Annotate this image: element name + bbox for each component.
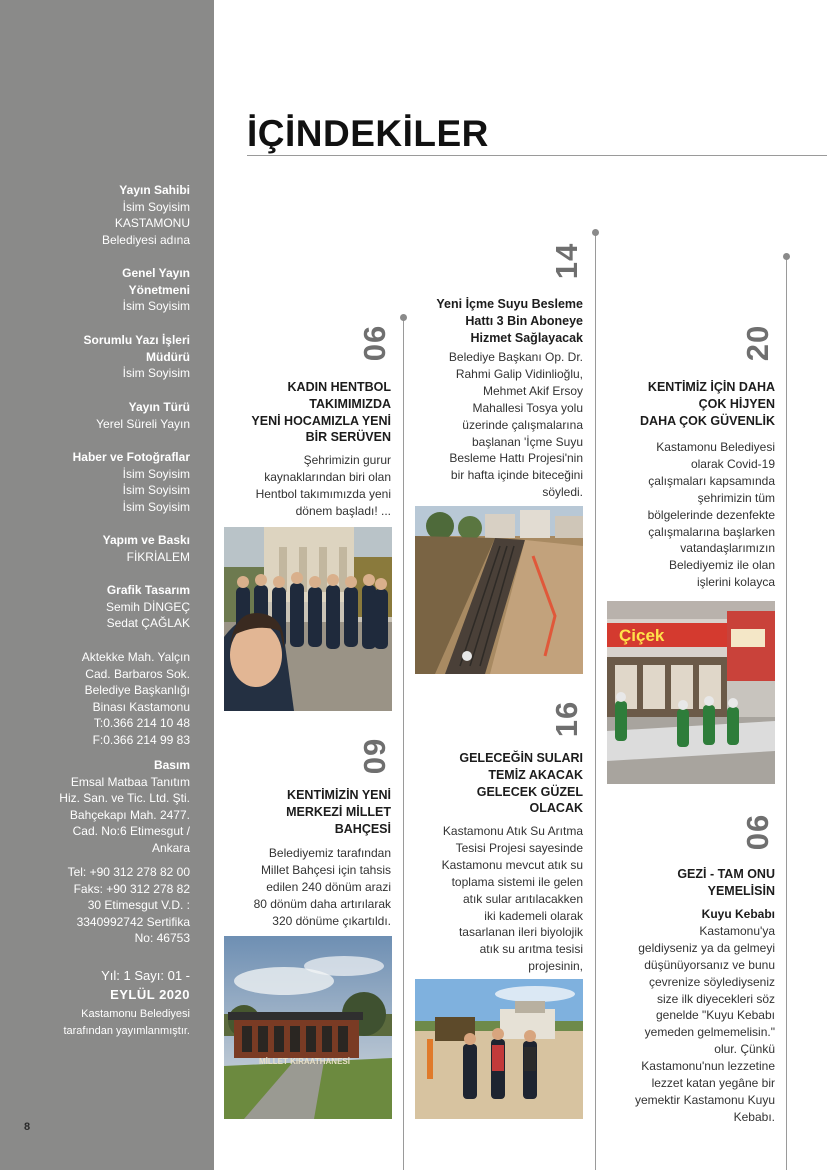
excerpt-line: Rahmi Galip Vidinlioğlu,: [455, 366, 583, 381]
headline-line: MERKEZİ MİLLET: [286, 804, 391, 819]
excerpt-line: edilen 240 dönüm arazi: [266, 879, 391, 894]
publisher-line: Kastamonu Belediyesi: [81, 1008, 190, 1020]
contact-line: 30 Etimesgut V.D. :: [87, 898, 190, 913]
address-line: Aktekke Mah. Yalçın: [81, 650, 190, 664]
excerpt-line: genelde "Kuyu Kebabı: [655, 1008, 775, 1023]
owner-line: Belediyesi adına: [101, 232, 190, 247]
excerpt-line: size ilk diyecekleri söz: [656, 991, 775, 1006]
article-headline[interactable]: [211, 379, 391, 446]
print-line: Bahçekapı Mah. 2477.: [69, 807, 190, 822]
article-page-number: 06: [357, 324, 393, 362]
address-line: Cad. Barbaros Sok.: [85, 666, 190, 681]
excerpt-line: 320 dönüme çıkartıldı.: [272, 913, 391, 928]
excerpt-line: bir hafta içinde biteceğini: [450, 468, 583, 483]
excerpt-line: geldiyseniz ya da gelmeyi: [638, 940, 775, 955]
headline-line: KENTİMİZ İÇİN DAHA: [647, 380, 775, 394]
excerpt-line: Kebabı.: [733, 1109, 775, 1124]
article-excerpt: [403, 349, 583, 501]
excerpt-line: düşünüyorsanız ve bunu: [644, 957, 775, 972]
print-block: [59, 757, 190, 857]
column-dot: [783, 253, 790, 260]
excerpt-line: işlerini kolayca: [696, 575, 775, 590]
excerpt-line: başlanan 'İçme Suyu: [471, 434, 583, 449]
article-headline[interactable]: [211, 787, 391, 837]
design-value: Semih DİNGEÇ: [105, 599, 190, 614]
editor-block: [84, 332, 191, 382]
news-value: İsim Soyisim: [122, 483, 190, 498]
excerpt-line: Hentbol takımımızda yeni: [255, 486, 391, 501]
article-headline[interactable]: [403, 750, 583, 817]
production-block: [103, 532, 190, 565]
excerpt-line: atık sular arıtılacakken: [462, 891, 583, 906]
headline-line: TEMİZ AKACAK: [488, 767, 583, 782]
treatment-plant-photo[interactable]: [415, 979, 583, 1119]
excerpt-line: tasarlanan ileri biyolojik: [458, 925, 583, 940]
excerpt-line: Besleme Hattı Projesi'nin: [449, 451, 583, 466]
publication-type-block: [96, 399, 190, 432]
headline-line: GELECEK GÜZEL: [476, 784, 583, 799]
excerpt-line: Kastamonu'nun lezzetine: [641, 1059, 775, 1074]
gm-label: Yönetmeni: [128, 282, 190, 297]
article-headline[interactable]: [585, 866, 775, 900]
headline-line: OLACAK: [529, 801, 583, 816]
print-line: Hiz. San. ve Tic. Ltd. Şti.: [59, 791, 190, 806]
production-value: FİKRİALEM: [126, 549, 190, 564]
headline-line: Yeni İçme Suyu Besleme: [436, 297, 583, 311]
article-headline[interactable]: [403, 296, 583, 346]
excerpt-line: Belediyemiz ile olan: [668, 558, 775, 573]
column-dot: [592, 229, 599, 236]
excerpt-line: şehrimizin tüm: [697, 490, 775, 505]
excerpt-line: vatandaşlarımızın: [680, 541, 775, 556]
excerpt-line: Millet Bahçesi için tahsis: [260, 862, 391, 877]
excerpt-line: Kastamonu Atık Su Arıtma: [442, 824, 583, 838]
headline-line: Hizmet Sağlayacak: [470, 330, 583, 345]
issue-line: Yıl: 1 Sayı: 01 -: [101, 968, 190, 983]
excerpt-line: projesinin,: [528, 959, 583, 974]
article-page-number: 14: [549, 242, 585, 280]
excerpt-line: Belediyemiz tarafından: [268, 846, 391, 860]
excerpt-line: dönem başladı! ...: [295, 503, 391, 518]
water-pipeline-photo[interactable]: [415, 506, 583, 674]
article-subhead: Kuyu Kebabı: [701, 907, 775, 921]
headline-line: YEMELİSİN: [707, 883, 775, 898]
column-divider: [786, 257, 787, 1170]
excerpt-line: yemeden gelmemelisin.": [644, 1025, 775, 1040]
design-value: Sedat ÇAĞLAK: [106, 616, 190, 631]
editor-label: Sorumlu Yazı İşleri: [83, 333, 190, 347]
contact-line: Tel: +90 312 278 82 00: [67, 865, 190, 879]
news-value: İsim Soyisim: [122, 466, 190, 481]
article-page-number: 20: [740, 324, 776, 362]
publisher-block: [63, 1006, 190, 1040]
store-sign-text: Çiçek: [619, 626, 665, 645]
design-label: Grafik Tasarım: [106, 583, 190, 597]
print-line: Emsal Matbaa Tanıtım: [70, 774, 190, 789]
excerpt-line: üzerinde çalışmalarına: [462, 417, 583, 432]
excerpt-line: Mehmet Akif Ersoy: [482, 383, 583, 398]
headline-line: BAHÇESİ: [334, 821, 391, 836]
headline-line: GEZİ - TAM ONU: [677, 867, 775, 881]
excerpt-line: iki kademeli olarak: [484, 908, 583, 923]
excerpt-line: yemektir Kastamonu Kuyu: [634, 1092, 775, 1107]
contact-line: No: 46753: [134, 931, 190, 946]
article-excerpt: [403, 823, 583, 975]
millet-garden-photo[interactable]: [224, 936, 392, 1119]
article-excerpt: [585, 439, 775, 591]
print-line: Cad. No:6 Etimesgut /: [72, 824, 190, 839]
article-excerpt: [211, 452, 391, 520]
issue-date: EYLÜL 2020: [110, 987, 190, 1002]
owner-line: İsim Soyisim: [122, 199, 190, 214]
print-label: Basım: [153, 758, 190, 772]
article-excerpt: [211, 845, 391, 930]
graphic-design-block: [106, 582, 190, 632]
headline-line: TAKIMIMIZDA: [309, 396, 391, 411]
headline-line: BİR SERÜVEN: [305, 430, 391, 445]
page-number: 8: [24, 1121, 31, 1133]
headline-line: ÇOK HİJYEN: [698, 396, 775, 411]
print-line: Ankara: [151, 840, 190, 855]
production-label: Yapım ve Baskı: [102, 533, 190, 547]
address-line: T:0.366 214 10 48: [93, 716, 190, 731]
owner-label: Yayın Sahibi: [119, 183, 190, 197]
excerpt-line: bölgelerinde dezenfekte: [647, 507, 775, 522]
headline-line: DAHA ÇOK GÜVENLİK: [640, 413, 775, 428]
owner-line: KASTAMONU: [114, 216, 190, 231]
excerpt-line: Tesisi Projesi sayesinde: [455, 840, 583, 855]
address-block: [82, 649, 190, 749]
handball-team-photo[interactable]: [224, 527, 392, 711]
contact-block: [68, 864, 190, 947]
article-excerpt: [585, 906, 775, 1126]
article-page-number: 06: [740, 813, 776, 851]
editor-value: İsim Soyisim: [122, 366, 190, 381]
headline-line: YENİ HOCAMIZLA YENİ: [251, 413, 391, 428]
type-value: Yerel Süreli Yayın: [96, 416, 190, 431]
article-page-number: 16: [549, 700, 585, 738]
address-line: F:0.366 214 99 83: [92, 732, 190, 747]
headline-line: KADIN HENTBOL: [287, 380, 391, 394]
building-sign-text: MİLLET KIRAATHANESİ: [259, 1057, 350, 1066]
disinfection-photo[interactable]: [607, 601, 775, 784]
gm-value: İsim Soyisim: [122, 299, 190, 314]
excerpt-line: kaynaklarından biri olan: [264, 469, 391, 484]
contact-line: Faks: +90 312 278 82: [73, 881, 190, 896]
gm-label: Genel Yayın: [122, 266, 190, 280]
type-label: Yayın Türü: [128, 400, 190, 414]
news-photo-block: [73, 449, 190, 515]
excerpt-line: Kastamonu mevcut atık su: [441, 857, 583, 872]
excerpt-line: söyledi.: [542, 485, 583, 500]
excerpt-line: çalışmaları kapsamında: [648, 473, 775, 488]
article-headline[interactable]: [585, 379, 775, 429]
excerpt-line: çevrenize söylediyseniz: [648, 974, 775, 989]
excerpt-line: Şehrimizin gurur: [303, 453, 391, 467]
excerpt-line: olarak Covid-19: [690, 456, 775, 471]
news-label: Haber ve Fotoğraflar: [72, 450, 190, 464]
news-value: İsim Soyisim: [122, 499, 190, 514]
excerpt-line: çalışmalarına başlarken: [648, 524, 775, 539]
address-line: Belediye Başkanlığı: [84, 683, 190, 698]
excerpt-line: 80 dönüm daha artırılarak: [253, 896, 391, 911]
excerpt-line: Kastamonu Belediyesi: [656, 440, 775, 454]
excerpt-line: Kastamonu'ya: [699, 923, 775, 938]
article-page-number: 09: [357, 737, 393, 775]
excerpt-line: toplama sistemi ile gelen: [451, 874, 583, 889]
page-title: İÇİNDEKİLER: [247, 113, 489, 154]
publisher-line: tarafından yayımlanmıştır.: [63, 1025, 190, 1037]
owner-block: [102, 182, 190, 248]
headline-line: Hattı 3 Bin Aboneye: [465, 313, 583, 328]
excerpt-line: lezzet katan yegâne bir: [651, 1076, 775, 1091]
excerpt-line: Belediye Başkanı Op. Dr.: [448, 350, 583, 364]
headline-line: GELECEĞİN SULARI: [459, 751, 583, 765]
contact-line: 3340992742 Sertifika: [76, 914, 190, 929]
headline-line: KENTİMİZİN YENİ: [287, 788, 391, 802]
masthead-sidebar: [0, 0, 214, 1170]
excerpt-line: atık su arıtma tesisi: [479, 942, 583, 957]
address-line: Binası Kastamonu: [92, 699, 190, 714]
editor-label: Müdürü: [146, 349, 190, 364]
general-manager-block: [122, 265, 190, 315]
issue-block: [101, 966, 190, 1004]
excerpt-line: olur. Çünkü: [714, 1042, 775, 1057]
excerpt-line: Mahallesi Tosya yolu: [472, 400, 583, 415]
title-divider: [247, 155, 827, 156]
